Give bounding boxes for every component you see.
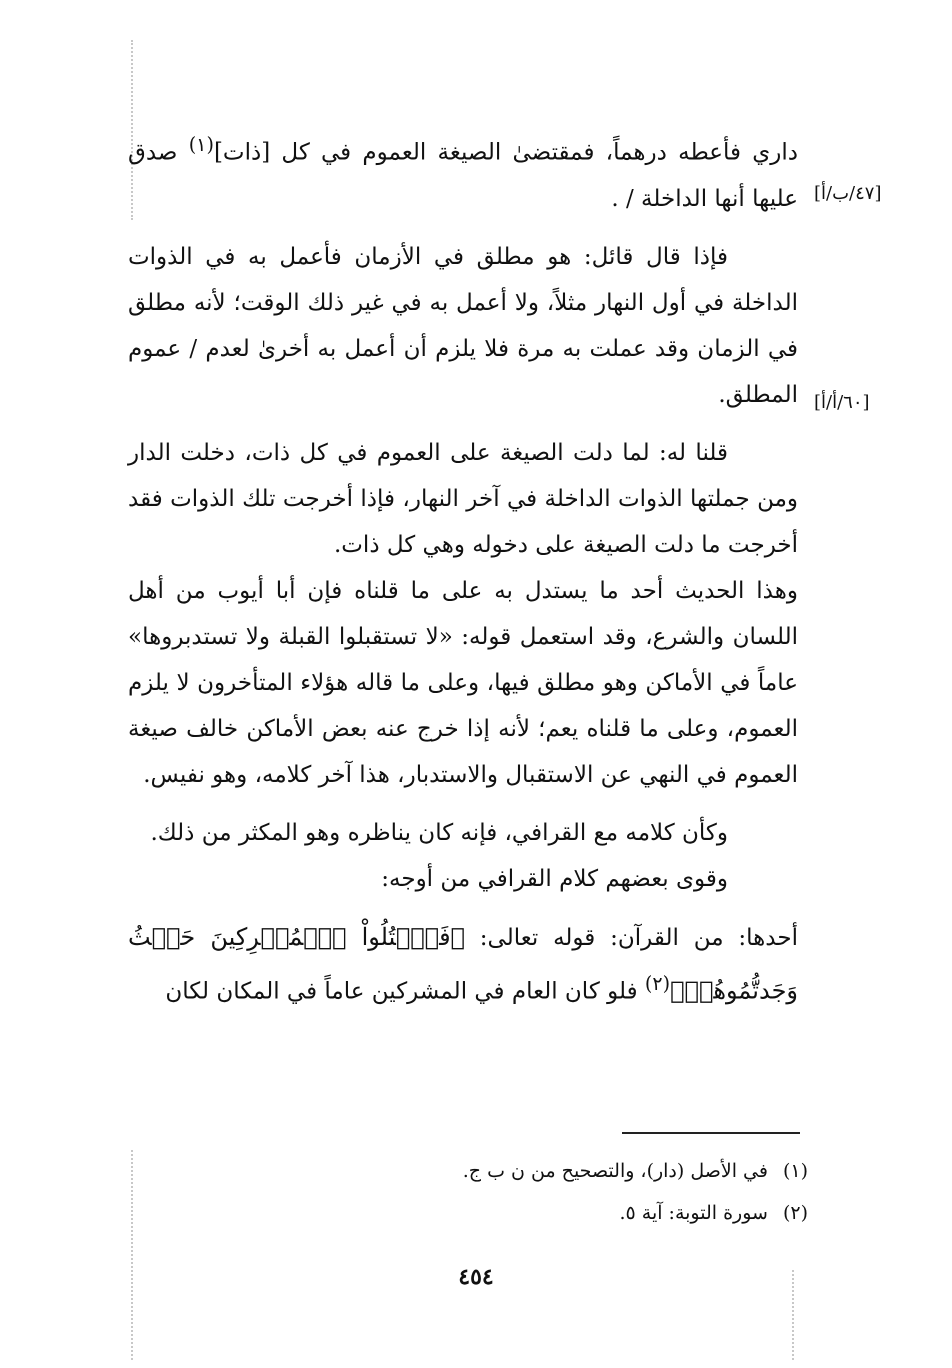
footnote-text: سورة التوبة: آية ٥. bbox=[619, 1202, 768, 1224]
footnote-number: (٢) bbox=[782, 1202, 808, 1224]
footnote-marker: (١) bbox=[188, 133, 214, 156]
footnote-marker: (٢) bbox=[644, 971, 671, 995]
paragraph-text: فإذا قال قائل: هو مطلق في الأزمان فأعمل به في الذوات الداخلة في أول النهار مثلاً، ولا أعمل به في غير ذلك الوقت؛ لأنه مطلق في الزمان وقد عملت به مرة فلا يلزم أن أعمل به أخرىٰ bbox=[128, 243, 799, 362]
paragraph-3 bbox=[128, 430, 798, 568]
manuscript-folio-ref: [٤٧/ب/أ] bbox=[814, 183, 882, 204]
footnote-1 bbox=[128, 1150, 808, 1192]
footnotes bbox=[128, 1150, 808, 1234]
paragraph-5 bbox=[128, 810, 798, 856]
paragraph-text: عليها أنها الداخلة / . bbox=[611, 185, 798, 212]
paragraph-text: أحدها: من القرآن: قوله تعالى: bbox=[464, 924, 798, 951]
paragraph-text: فلو كان العام في المشركين عاماً في المكان لكان bbox=[165, 978, 645, 1005]
footnote-number: (١) bbox=[782, 1160, 808, 1182]
paragraph-text: وهذا الحديث أحد ما يستدل به على ما قلناه فإن أبا أيوب من أهل اللسان والشرع، وقد استعمل قوله: «لا تستقبلوا القبلة ولا تستدبروها» عاماً في الأماكن وهو مطلق فيها، وعلى ما قاله هؤلاء المتأخرون لا يلزم العموم، وعلى ما قلناه يعم؛ لأنه إذا خرج عنه بعض الأماكن خالف صيغة العموم في النهي عن الاستقبال والاستدبار، هذا آخر كلامه، وهو نفيس. bbox=[128, 577, 798, 788]
paragraph-6 bbox=[128, 856, 798, 902]
paragraph-4 bbox=[128, 568, 798, 798]
paragraph-text: قلنا له: لما دلت الصيغة على العموم في كل ذات، دخلت الدار ومن جملتها الذوات الداخلة في آخر النهار، فإذا أخرجت تلك الذوات فقد أخرجت ما دلت الصيغة على دخوله وهي كل ذات. bbox=[128, 439, 798, 558]
paragraph-text: صدق bbox=[128, 139, 189, 166]
manuscript-folio-ref: [٦٠/أ/أ] bbox=[814, 392, 870, 413]
footnote-text: في الأصل (دار)، والتصحيح من ن ب ج. bbox=[462, 1160, 768, 1182]
paragraph-text: وقوى بعضهم كلام القرافي من أوجه: bbox=[381, 865, 728, 892]
paragraph-text: داري فأعطه درهماً، فمقتضىٰ الصيغة العموم في كل [ذات] bbox=[213, 139, 799, 166]
page-number: ٤٥٤ bbox=[458, 1264, 494, 1290]
paragraph-text: لعدم / عموم المطلق. bbox=[128, 335, 798, 408]
paragraph-text: وكأن كلامه مع القرافي، فإنه كان يناظره وهو المكثر من ذلك. bbox=[150, 819, 728, 846]
footnote-2 bbox=[128, 1192, 808, 1234]
paragraph-7 bbox=[128, 914, 798, 1015]
paragraph-2 bbox=[128, 234, 798, 418]
quran-verse: ﴿فَٱقۡتُلُواْ ٱلۡمُشۡرِكِينَ حَيۡثُ وَجَدتُّمُوهُمۡ﴾ bbox=[128, 922, 798, 1005]
footnote-separator bbox=[622, 1132, 800, 1134]
paragraph-1 bbox=[128, 122, 798, 222]
main-text bbox=[128, 122, 798, 1014]
